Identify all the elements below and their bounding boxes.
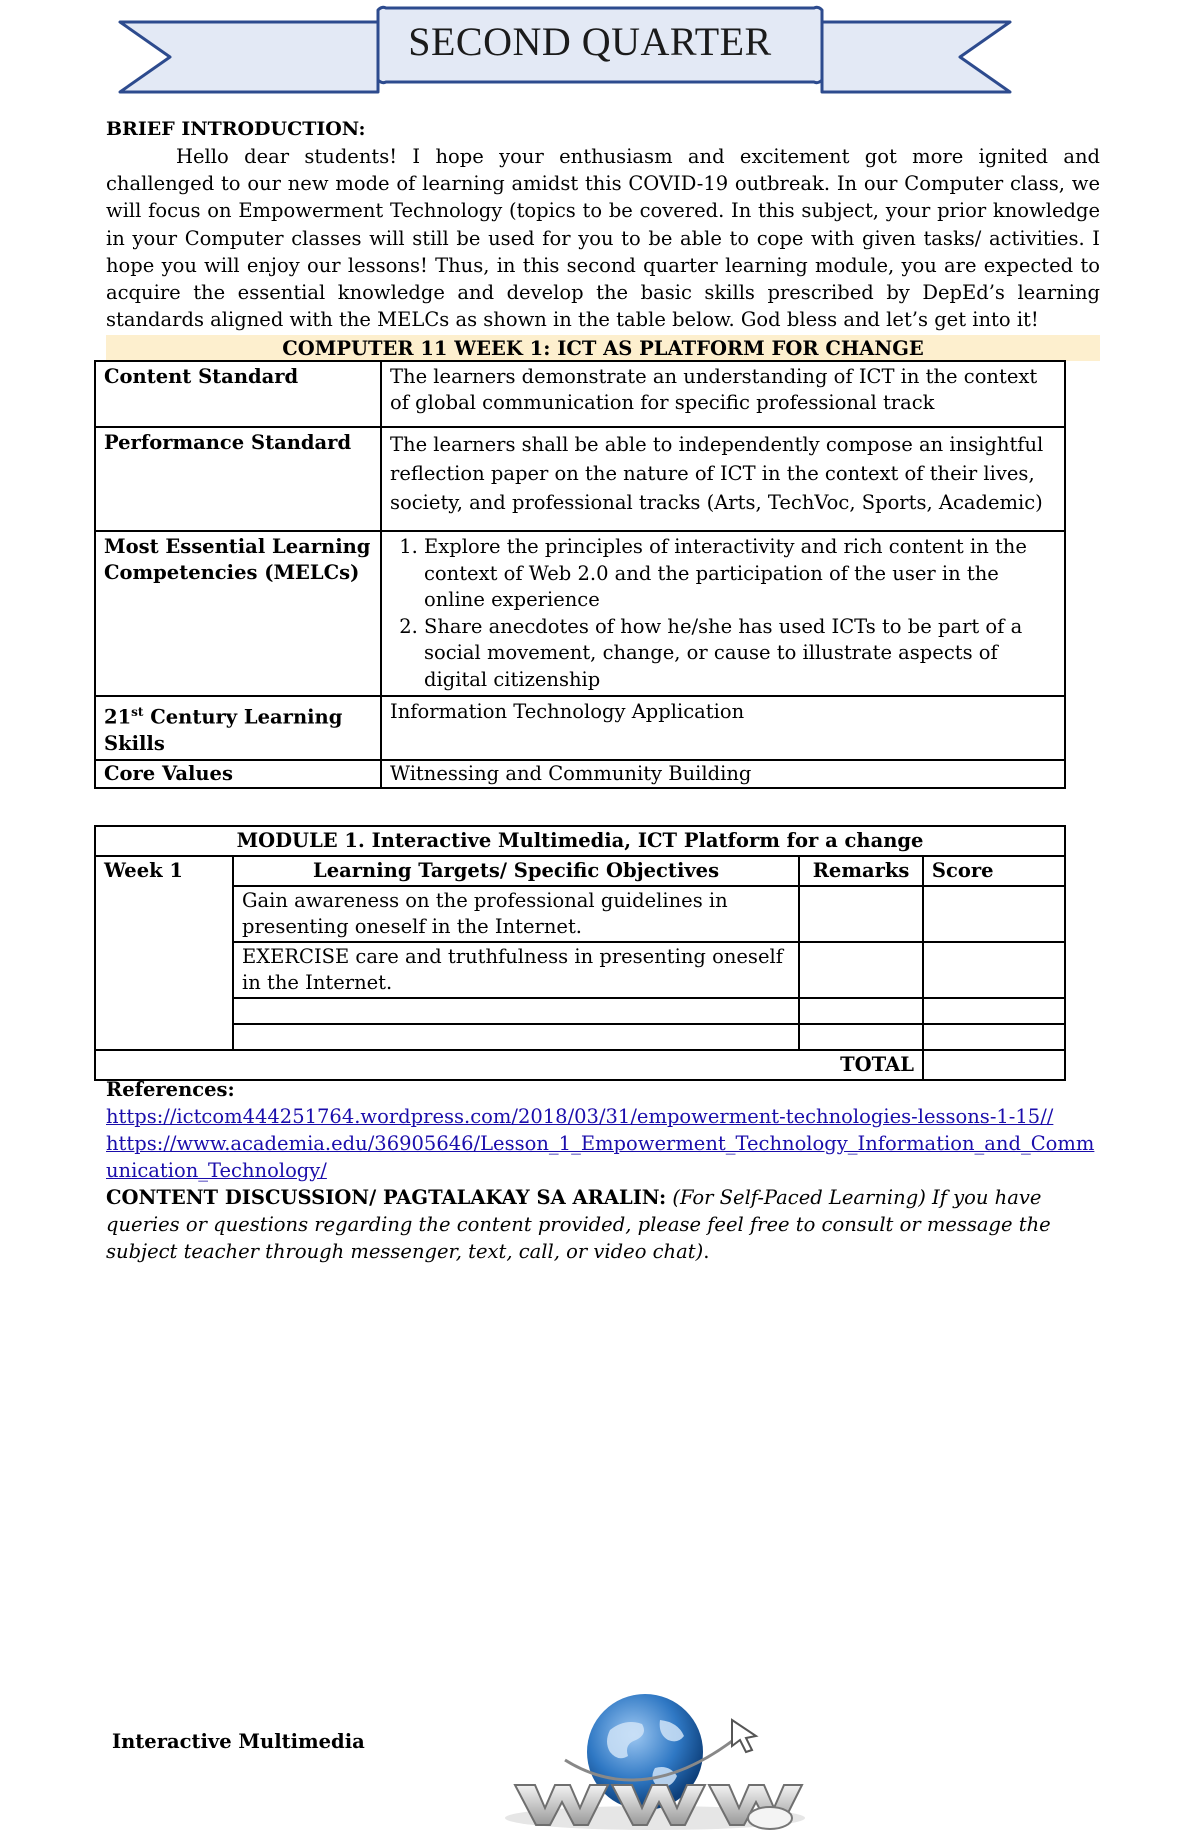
footer-label: Interactive Multimedia xyxy=(112,1730,365,1753)
performance-standard-value: The learners shall be able to independently compose an insightful reflection paper on the nature of ICT in the context of their lives, society, and professional tracks (Arts, TechVoc, Sports, Academic) xyxy=(381,427,1065,531)
list-item: 2. Share anecdotes of how he/she has used ICTs to be part of a social movement, change, or cause to illustrate aspects of digital citizenship xyxy=(424,614,1056,694)
remarks-cell xyxy=(799,942,923,998)
content-discussion xyxy=(106,1184,1106,1265)
melc-label: Most Essential Learning Competencies (MELCs) xyxy=(95,531,381,696)
ribbon-left-tail xyxy=(120,22,378,92)
content-standard-value: The learners demonstrate an understanding of ICT in the context of global communication for specific professional track xyxy=(381,361,1065,427)
table-row xyxy=(95,696,1065,760)
table-row xyxy=(95,427,1065,531)
skills-label-text: Century Learning Skills xyxy=(104,705,343,755)
table-row xyxy=(95,361,1065,427)
skills-value: Information Technology Application xyxy=(381,696,1065,760)
remarks-cell xyxy=(799,1024,923,1050)
reference-link-2[interactable]: https://www.academia.edu/36905646/Lesson_1_Empowerment_Technology_Information_and_Communication_Technology/ xyxy=(106,1132,1095,1182)
table-row xyxy=(95,760,1065,788)
table-row xyxy=(95,826,1065,856)
skills-label xyxy=(95,696,381,760)
discussion-end: . xyxy=(703,1240,710,1263)
core-values-value: Witnessing and Community Building xyxy=(381,760,1065,788)
target-cell xyxy=(233,1024,799,1050)
www-globe-icon xyxy=(470,1690,850,1835)
references-section xyxy=(106,1076,1106,1265)
remarks-cell xyxy=(799,998,923,1024)
target-cell xyxy=(233,998,799,1024)
table-row xyxy=(95,886,1065,942)
table-row xyxy=(95,856,1065,886)
week-cell: Week 1 xyxy=(95,856,233,1050)
total-label: TOTAL xyxy=(95,1050,923,1080)
references-label: References: xyxy=(106,1078,235,1101)
mouse-icon xyxy=(748,1807,792,1829)
score-cell xyxy=(923,998,1065,1024)
target-cell: Gain awareness on the professional guidelines in presenting oneself in the Internet. xyxy=(233,886,799,942)
discussion-text: (For Self-Paced Learning) If you have queries or questions regarding the content provided, please feel free to consult or message the subject teacher through messenger, text, call, or video chat) xyxy=(106,1186,1051,1263)
skills-label-suffix: st xyxy=(131,705,144,719)
targets-header: Learning Targets/ Specific Objectives xyxy=(233,856,799,886)
table-row xyxy=(95,531,1065,696)
page-title: SECOND QUARTER xyxy=(408,19,772,64)
remarks-cell xyxy=(799,886,923,942)
module-title: MODULE 1. Interactive Multimedia, ICT Platform for a change xyxy=(95,826,1065,856)
cursor-icon xyxy=(732,1720,756,1752)
discussion-label: CONTENT DISCUSSION/ PAGTALAKAY SA ARALIN: xyxy=(106,1186,667,1209)
table-row xyxy=(95,942,1065,998)
ribbon-right-tail xyxy=(822,22,1010,92)
table-row xyxy=(95,1024,1065,1050)
table-row xyxy=(95,998,1065,1024)
intro-section xyxy=(106,116,1100,361)
module-table xyxy=(94,825,1066,1081)
melc-value xyxy=(381,531,1065,696)
reference-link-1[interactable]: https://ictcom444251764.wordpress.com/2018/03/31/empowerment-technologies-lessons-1-15// xyxy=(106,1105,1054,1128)
performance-standard-label: Performance Standard xyxy=(95,427,381,531)
list-item: 1. Explore the principles of interactivity and rich content in the context of Web 2.0 and the participation of the user in the online experience xyxy=(424,534,1056,614)
skills-label-number: 21 xyxy=(104,705,132,729)
week-banner: COMPUTER 11 WEEK 1: ICT AS PLATFORM FOR CHANGE xyxy=(106,335,1100,361)
intro-heading: BRIEF INTRODUCTION: xyxy=(106,118,366,140)
score-cell xyxy=(923,942,1065,998)
standards-table xyxy=(94,360,1066,789)
content-standard-label: Content Standard xyxy=(95,361,381,427)
intro-paragraph: Hello dear students! I hope your enthusiasm and excitement got more ignited and challenged to our new mode of learning amidst this COVID-19 outbreak. In our Computer class, we will focus on Empowerment Technology (topics to be covered. In this subject, your prior knowledge in your Computer classes will still be used for you to be able to cope with given tasks/ activities. I hope you will enjoy our lessons! Thus, in this second quarter learning module, you are expected to acquire the essential knowledge and develop the basic skills prescribed by DepEd’s learning standards aligned with the MELCs as shown in the table below. God bless and let’s get into it! xyxy=(106,145,1100,332)
score-header: Score xyxy=(923,856,1065,886)
remarks-header: Remarks xyxy=(799,856,923,886)
melc-list xyxy=(390,534,1056,693)
target-cell: EXERCISE care and truthfulness in presenting oneself in the Internet. xyxy=(233,942,799,998)
score-cell xyxy=(923,1024,1065,1050)
score-cell xyxy=(923,886,1065,942)
core-values-label: Core Values xyxy=(95,760,381,788)
